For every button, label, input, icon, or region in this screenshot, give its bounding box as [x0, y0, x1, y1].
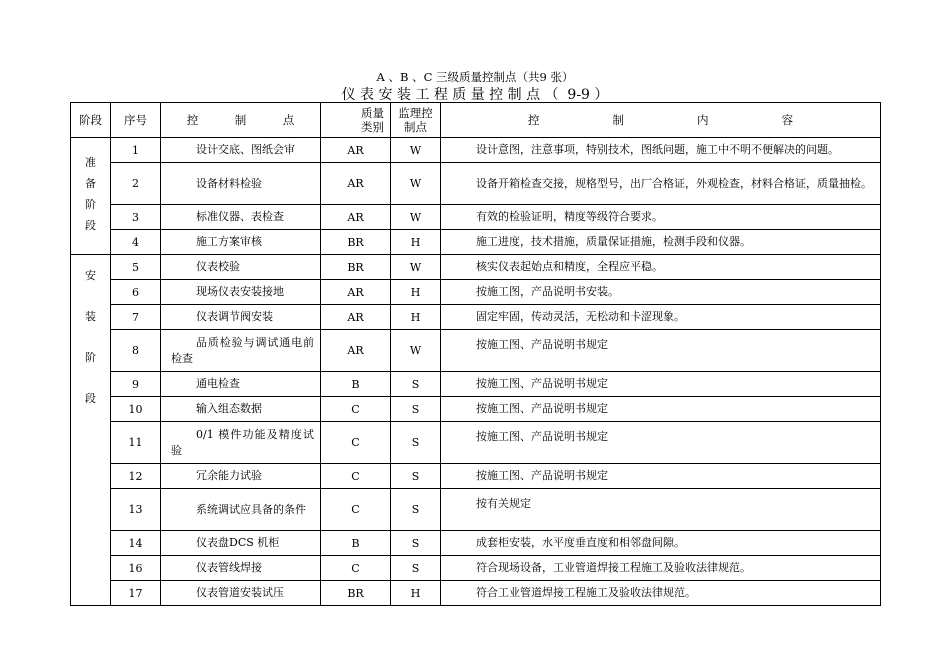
quality-control-table: [70, 102, 881, 606]
control-point: 设计交底、图纸会审: [161, 138, 321, 163]
control-content: 成套柜安装，水平度垂直度和相邻盘间隙。: [441, 531, 881, 556]
row-number: 14: [111, 531, 161, 556]
table-row: [71, 305, 881, 330]
table-row: [71, 489, 881, 531]
control-point: 品质检验与调试通电前检查: [161, 330, 321, 372]
header-quality-line2: 类别: [361, 120, 384, 134]
control-point: 仪表盘DCS 机柜: [161, 531, 321, 556]
header-phase: 阶段: [71, 103, 111, 138]
control-point: 系统调试应具备的条件: [161, 489, 321, 531]
phase-install-cell: [71, 255, 111, 606]
row-number: 1: [111, 138, 161, 163]
control-point: 冗余能力试验: [161, 464, 321, 489]
control-content: 有效的检验证明，精度等级符合要求。: [441, 205, 881, 230]
table-row: [71, 163, 881, 205]
supervision-point: S: [391, 531, 441, 556]
supervision-point: S: [391, 422, 441, 464]
table-row: [71, 464, 881, 489]
document-supertitle: A 、B 、C 三级质量控制点（共9 张）: [376, 70, 574, 84]
header-quality-line1: 质量: [361, 106, 384, 120]
table-row: [71, 230, 881, 255]
row-number: 10: [111, 397, 161, 422]
header-supervision-point: [391, 103, 441, 138]
table-row: [71, 330, 881, 372]
quality-category: B: [321, 531, 391, 556]
row-number: 6: [111, 280, 161, 305]
control-content: 按施工图，产品说明书安装。: [441, 280, 881, 305]
control-content: 设计意图，注意事项，特别技术，图纸问题，施工中不明不便解决的问题。: [441, 138, 881, 163]
quality-category: BR: [321, 230, 391, 255]
row-number: 12: [111, 464, 161, 489]
supervision-point: W: [391, 330, 441, 372]
supervision-point: S: [391, 464, 441, 489]
supervision-point: H: [391, 305, 441, 330]
quality-category: AR: [321, 280, 391, 305]
supervision-point: W: [391, 163, 441, 205]
quality-category: AR: [321, 205, 391, 230]
control-content: 按施工图、产品说明书规定: [441, 330, 881, 372]
row-number: 2: [111, 163, 161, 205]
control-content: 按施工图、产品说明书规定: [441, 372, 881, 397]
quality-category: B: [321, 372, 391, 397]
control-content: 设备开箱检查交接，规格型号，出厂合格证，外观检查，材料合格证，质量抽检。: [441, 163, 881, 205]
header-supervision-line2: 制点: [404, 120, 427, 134]
header-control-content: 控 制 内 容: [441, 103, 881, 138]
row-number: 7: [111, 305, 161, 330]
control-content: 施工进度，技术措施，质量保证措施，检测手段和仪器。: [441, 230, 881, 255]
row-number: 4: [111, 230, 161, 255]
control-point: 仪表管道安装试压: [161, 581, 321, 606]
table-row: [71, 280, 881, 305]
table-row: [71, 397, 881, 422]
table-row: [71, 531, 881, 556]
control-content: 按有关规定: [441, 489, 881, 531]
control-content: 按施工图、产品说明书规定: [441, 464, 881, 489]
quality-category: C: [321, 464, 391, 489]
control-content: 符合现场设备，工业管道焊接工程施工及验收法律规范。: [441, 556, 881, 581]
header-seq: 序号: [111, 103, 161, 138]
control-point: 仪表管线焊接: [161, 556, 321, 581]
row-number: 5: [111, 255, 161, 280]
table-row: [71, 205, 881, 230]
supervision-point: S: [391, 556, 441, 581]
control-point: 现场仪表安装接地: [161, 280, 321, 305]
table-row: [71, 556, 881, 581]
control-content: 符合工业管道焊接工程施工及验收法律规范。: [441, 581, 881, 606]
table-row: [71, 422, 881, 464]
control-content: 核实仪表起始点和精度，全程应平稳。: [441, 255, 881, 280]
control-point: 0/1 模件功能及精度试验: [161, 422, 321, 464]
supervision-point: W: [391, 205, 441, 230]
control-content: 按施工图、产品说明书规定: [441, 422, 881, 464]
table-row: [71, 372, 881, 397]
supervision-point: S: [391, 372, 441, 397]
row-number: 16: [111, 556, 161, 581]
row-number: 13: [111, 489, 161, 531]
row-number: 17: [111, 581, 161, 606]
supervision-point: W: [391, 138, 441, 163]
quality-category: BR: [321, 581, 391, 606]
document-title: 仪 表 安 装 工 程 质 量 控 制 点 （ 9-9 ）: [341, 87, 609, 103]
control-content: 按施工图、产品说明书规定: [441, 397, 881, 422]
quality-category: C: [321, 422, 391, 464]
supervision-point: H: [391, 581, 441, 606]
header-supervision-line1: 监理控: [398, 106, 433, 120]
quality-category: AR: [321, 305, 391, 330]
supervision-point: S: [391, 489, 441, 531]
control-point: 设备材料检验: [161, 163, 321, 205]
supervision-point: S: [391, 397, 441, 422]
supervision-point: H: [391, 230, 441, 255]
quality-category: AR: [321, 330, 391, 372]
row-number: 3: [111, 205, 161, 230]
phase-prep-cell: [71, 138, 111, 255]
quality-category: AR: [321, 138, 391, 163]
row-number: 11: [111, 422, 161, 464]
quality-category: C: [321, 556, 391, 581]
supervision-point: H: [391, 280, 441, 305]
table-row: [71, 138, 881, 163]
header-control-point: 控 制 点: [161, 103, 321, 138]
control-point: 标准仪器、表检查: [161, 205, 321, 230]
table-header-row: [71, 103, 881, 138]
row-number: 9: [111, 372, 161, 397]
control-point: 通电检查: [161, 372, 321, 397]
phase-install-label: 安装阶段: [85, 269, 96, 405]
row-number: 8: [111, 330, 161, 372]
control-point: 输入组态数据: [161, 397, 321, 422]
quality-category: C: [321, 489, 391, 531]
quality-category: BR: [321, 255, 391, 280]
quality-category: AR: [321, 163, 391, 205]
table-row: [71, 581, 881, 606]
supervision-point: W: [391, 255, 441, 280]
control-content: 固定牢固，传动灵活，无松动和卡涩现象。: [441, 305, 881, 330]
header-quality-category: [321, 103, 391, 138]
control-point: 施工方案审核: [161, 230, 321, 255]
table-row: [71, 255, 881, 280]
control-point: 仪表调节阀安装: [161, 305, 321, 330]
control-point: 仪表校验: [161, 255, 321, 280]
phase-prep-label: 准备阶段: [85, 156, 96, 232]
quality-category: C: [321, 397, 391, 422]
